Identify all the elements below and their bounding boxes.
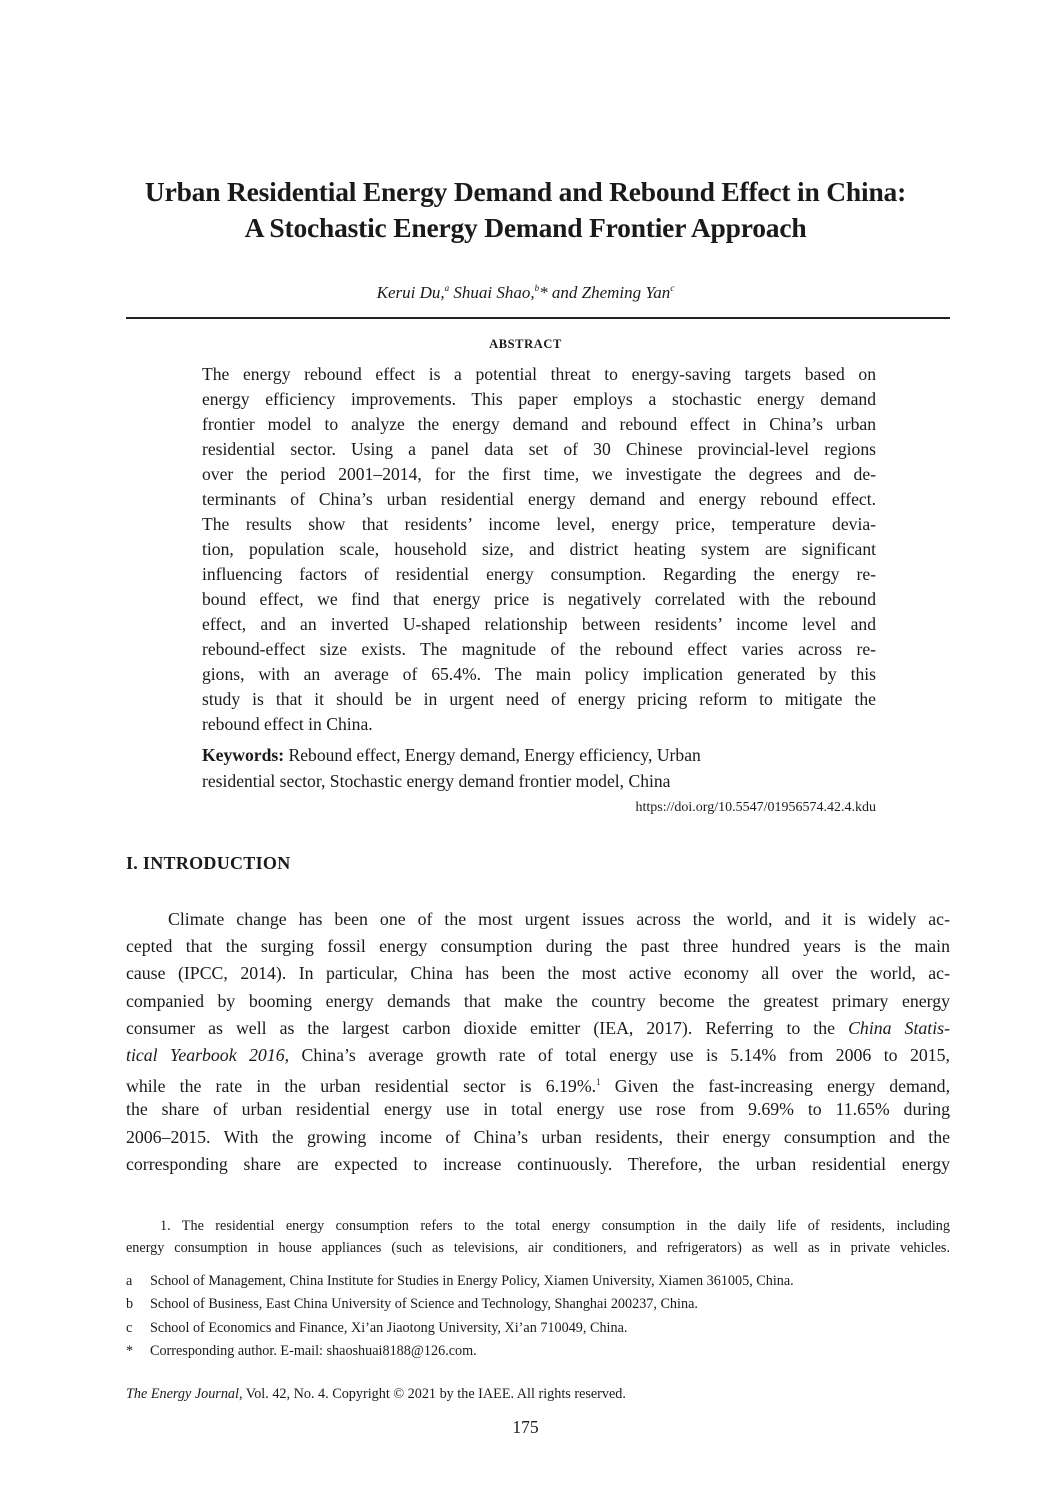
affiliation-marker: a <box>126 1273 133 1289</box>
journal-details: , Vol. 42, No. 4. Copyright © 2021 by the IAEE. All rights reserved. <box>238 1386 626 1402</box>
abstract-line: The results show that residents’ income level, energy price, temperature devia- <box>202 514 876 534</box>
abstract-line: rebound-effect size exists. The magnitude of the rebound effect varies across re- <box>202 639 876 659</box>
header-divider <box>126 317 950 319</box>
affiliation-marker: c <box>670 283 675 293</box>
keywords-label: Keywords: <box>202 745 285 765</box>
keywords-line-2: residential sector, Stochastic energy demand frontier model, China <box>202 771 671 791</box>
affiliation-text: Corresponding author. E-mail: shaoshuai8188@126.com. <box>150 1342 477 1359</box>
body-line: the share of urban residential energy use in total energy use rose from 9.69% to 11.65% during <box>126 1099 950 1120</box>
body-line <box>126 1069 950 1096</box>
author-name: Shuai Shao, <box>449 283 535 302</box>
affiliation-item <box>126 1293 950 1316</box>
body-line: 2006–2015. With the growing income of China’s urban residents, their energy consumption and the <box>126 1126 950 1147</box>
abstract-line: study is that it should be in urgent need of energy pricing reform to mitigate the <box>202 689 876 709</box>
abstract-line: energy efficiency improvements. This paper employs a stochastic energy demand <box>202 389 876 409</box>
affiliation-marker: b <box>534 283 540 293</box>
introduction-paragraph <box>126 906 950 1178</box>
yearbook-title: tical Yearbook 2016 <box>126 1044 285 1065</box>
affiliation-marker: a <box>444 283 450 293</box>
paper-title-line-1: Urban Residential Energy Demand and Rebound Effect in China: <box>144 176 907 207</box>
abstract-line: effect, and an inverted U-shaped relationship between residents’ income level and <box>202 614 876 634</box>
affiliation-text: School of Business, East China University of Science and Technology, Shanghai 200237, China. <box>150 1296 698 1313</box>
paper-title-line-2: A Stochastic Energy Demand Frontier Approach <box>244 212 807 243</box>
body-line: companied by booming energy demands that make the country become the greatest primary energy <box>126 990 950 1011</box>
affiliations <box>126 1270 950 1363</box>
abstract-line: frontier model to analyze the energy demand and rebound effect in China’s urban <box>202 414 876 434</box>
body-line <box>126 1042 950 1069</box>
footnote-line: 1. The residential energy consumption refers to the total energy consumption in the daily life of residents, including <box>160 1218 950 1234</box>
author-list <box>0 283 1051 303</box>
page-number: 175 <box>512 1417 539 1437</box>
abstract-line: over the period 2001–2014, for the first time, we investigate the degrees and de- <box>202 464 876 484</box>
abstract-line: bound effect, we find that energy price is negatively correlated with the rebound <box>202 589 876 609</box>
affiliation-item <box>126 1270 950 1293</box>
affiliation-text: School of Management, China Institute for Studies in Energy Policy, Xiamen University, Xiamen 361005, China. <box>150 1273 794 1289</box>
body-line: cause (IPCC, 2014). In particular, China has been the most active economy all over the world, ac- <box>126 963 950 984</box>
journal-name: The Energy Journal <box>126 1386 239 1402</box>
body-text: consumer as well as the largest carbon dioxide emitter (IEA, 2017). Referring to the <box>126 1017 849 1038</box>
body-text: while the rate in the urban residential sector is 6.19%. <box>126 1076 597 1097</box>
abstract-heading: ABSTRACT <box>489 337 562 351</box>
body-text: Given the fast-increasing energy demand, <box>600 1076 951 1097</box>
abstract-line: influencing factors of residential energy consumption. Regarding the energy re- <box>202 564 876 584</box>
affiliation-marker: b <box>126 1296 134 1313</box>
corresponding-author <box>126 1340 950 1363</box>
affiliation-marker: * <box>126 1342 134 1359</box>
affiliation-item <box>126 1317 950 1340</box>
keywords-text: Rebound effect, Energy demand, Energy efficiency, Urban <box>284 745 701 765</box>
keywords-line-1 <box>202 742 876 768</box>
affiliation-marker: c <box>126 1319 133 1336</box>
affiliation-text: School of Economics and Finance, Xi’an Jiaotong University, Xi’an 710049, China. <box>150 1319 628 1336</box>
abstract-line: terminants of China’s urban residential energy demand and energy rebound effect. <box>202 489 876 509</box>
section-heading-introduction: I. INTRODUCTION <box>126 853 291 873</box>
abstract-line: tion, population scale, household size, and district heating system are significant <box>202 539 876 559</box>
footnote-marker[interactable]: 1 <box>596 1077 601 1088</box>
abstract-line: The energy rebound effect is a potential threat to energy-saving targets based on <box>202 364 876 384</box>
author-name: * and Zheming Yan <box>539 283 671 302</box>
body-line: cepted that the surging fossil energy consumption during the past three hundred years is the main <box>126 936 950 957</box>
yearbook-title: China Statis- <box>848 1017 950 1038</box>
author-name: Kerui Du, <box>376 283 445 302</box>
doi-link[interactable]: https://doi.org/10.5547/01956574.42.4.kdu <box>635 800 876 815</box>
abstract-line: residential sector. Using a panel data set of 30 Chinese provincial-level regions <box>202 439 876 459</box>
abstract-line: gions, with an average of 65.4%. The main policy implication generated by this <box>202 664 876 684</box>
body-line: Climate change has been one of the most urgent issues across the world, and it is widely ac- <box>168 909 950 929</box>
footnote <box>126 1215 950 1259</box>
footnote-line: energy consumption in house appliances (such as televisions, air conditioners, and refrigerators) as well as in private vehicles. <box>126 1240 950 1256</box>
keywords <box>202 742 876 794</box>
abstract-line: rebound effect in China. <box>202 714 373 734</box>
body-line: corresponding share are expected to increase continuously. Therefore, the urban residential energy <box>126 1153 950 1174</box>
body-text: , China’s average growth rate of total energy use is 5.14% from 2006 to 2015, <box>284 1044 950 1065</box>
journal-citation <box>126 1386 626 1403</box>
body-line <box>126 1015 950 1042</box>
abstract-text <box>202 362 876 737</box>
